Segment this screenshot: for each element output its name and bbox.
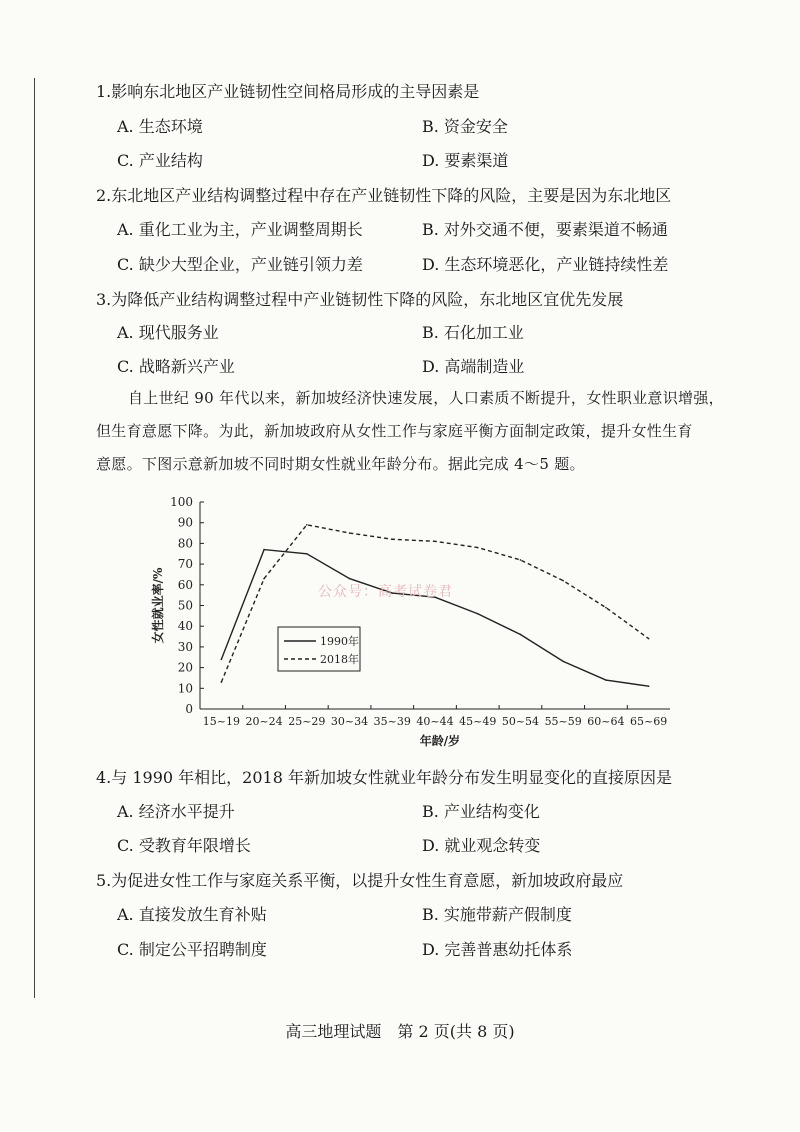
question-4-stem: 4.与 1990 年相比，2018 年新加坡女性就业年龄分布发生明显变化的直接原因是 [96,768,672,787]
data-point [221,681,223,683]
q1-option-a: A. 生态环境 [117,117,203,136]
data-point [477,547,479,549]
y-tick-label: 80 [177,536,193,551]
data-point [349,578,351,580]
x-tick-label: 40~44 [416,715,454,728]
watermark: 公众号：高考试卷君 [318,584,453,600]
legend-label: 2018年 [320,653,359,666]
y-tick-label: 90 [177,515,193,530]
x-tick-label: 15~19 [202,715,240,728]
data-point [648,638,650,640]
data-point [648,685,650,687]
data-point [434,541,436,543]
q4-option-b: B. 产业结构变化 [422,802,540,821]
q2-option-c: C. 缺少大型企业，产业链引领力差 [117,255,363,274]
q1-option-c: C. 产业结构 [117,151,203,170]
data-point [562,580,564,582]
x-tick-label: 65~69 [630,715,668,728]
y-tick-label: 100 [170,495,193,509]
question-3-stem: 3.为降低产业结构调整过程中产业链韧性下降的风险，东北地区宜优先发展 [96,290,624,309]
q1-option-d: D. 要素渠道 [422,151,509,170]
y-tick-label: 10 [177,681,193,696]
y-tick-label: 50 [177,598,193,613]
y-tick-label: 60 [177,577,193,592]
question-5-stem: 5.为促进女性工作与家庭关系平衡，以提升女性生育意愿，新加坡政府最应 [96,871,624,890]
q4-option-a: A. 经济水平提升 [117,802,235,821]
data-point [263,578,265,580]
data-point [306,524,308,526]
data-point [520,559,522,561]
binding-margin-line [34,78,35,998]
chart-axes [150,495,670,748]
y-tick-label: 0 [185,702,193,716]
passage-line-3: 意愿。下图示意新加坡不同时期女性就业年龄分布。据此完成 4～5 题。 [96,455,585,473]
x-tick-label: 30~34 [330,715,369,728]
data-point [391,538,393,540]
q5-option-d: D. 完善普惠幼托体系 [422,940,573,959]
q1-option-b: B. 资金安全 [422,117,508,136]
q2-option-b: B. 对外交通不便，要素渠道不畅通 [422,220,668,239]
y-tick-label: 40 [177,619,193,634]
q4-option-d: D. 就业观念转变 [422,836,541,855]
q3-option-c: C. 战略新兴产业 [117,357,235,376]
legend-label: 1990年 [320,635,359,648]
x-tick-label: 35~39 [373,715,411,728]
q4-option-c: C. 受教育年限增长 [117,836,251,855]
chart-legend [278,627,360,671]
data-point [306,553,308,555]
question-1-stem: 1.影响东北地区产业链韧性空间格局形成的主导因素是 [96,82,480,101]
q5-option-a: A. 直接发放生育补贴 [117,905,267,924]
page-footer: 高三地理试题 第 2 页(共 8 页) [285,1022,515,1041]
q5-option-c: C. 制定公平招聘制度 [117,940,267,959]
x-tick-label: 55~59 [544,715,582,728]
x-tick-label: 45~49 [459,715,497,728]
question-2-stem: 2.东北地区产业结构调整过程中存在产业链韧性下降的风险，主要是因为东北地区 [96,186,672,205]
q5-option-b: B. 实施带薪产假制度 [422,905,572,924]
y-tick-label: 70 [177,557,193,572]
passage [96,382,786,481]
data-point [263,549,265,551]
q2-option-a: A. 重化工业为主，产业调整周期长 [117,220,363,239]
x-tick-label: 20~24 [245,715,283,728]
passage-line-1: 自上世纪 90 年代以来，新加坡经济快速发展，人口素质不断提升，女性职业意识增强， [128,389,724,407]
q3-option-b: B. 石化加工业 [422,323,524,342]
x-tick-label: 50~54 [501,715,540,728]
q2-option-d: D. 生态环境恶化，产业链持续性差 [422,255,669,274]
data-point [605,607,607,609]
x-axis-title: 年龄/岁 [419,734,461,748]
y-tick-label: 20 [177,660,193,675]
data-point [605,679,607,681]
data-point [520,634,522,636]
y-tick-label: 30 [177,639,193,654]
y-axis-title: 女性就业率/% [151,567,165,644]
passage-line-2: 但生育意愿下降。为此，新加坡政府从女性工作与家庭平衡方面制定政策，提升女性生育 [96,422,693,440]
x-tick-label: 60~64 [587,715,625,728]
data-point [562,661,564,663]
data-point [221,659,223,661]
data-point [477,613,479,615]
data-point [349,532,351,534]
employment-age-chart [140,490,680,752]
q3-option-a: A. 现代服务业 [117,323,219,342]
q3-option-d: D. 高端制造业 [422,357,525,376]
x-tick-label: 25~29 [288,715,326,728]
